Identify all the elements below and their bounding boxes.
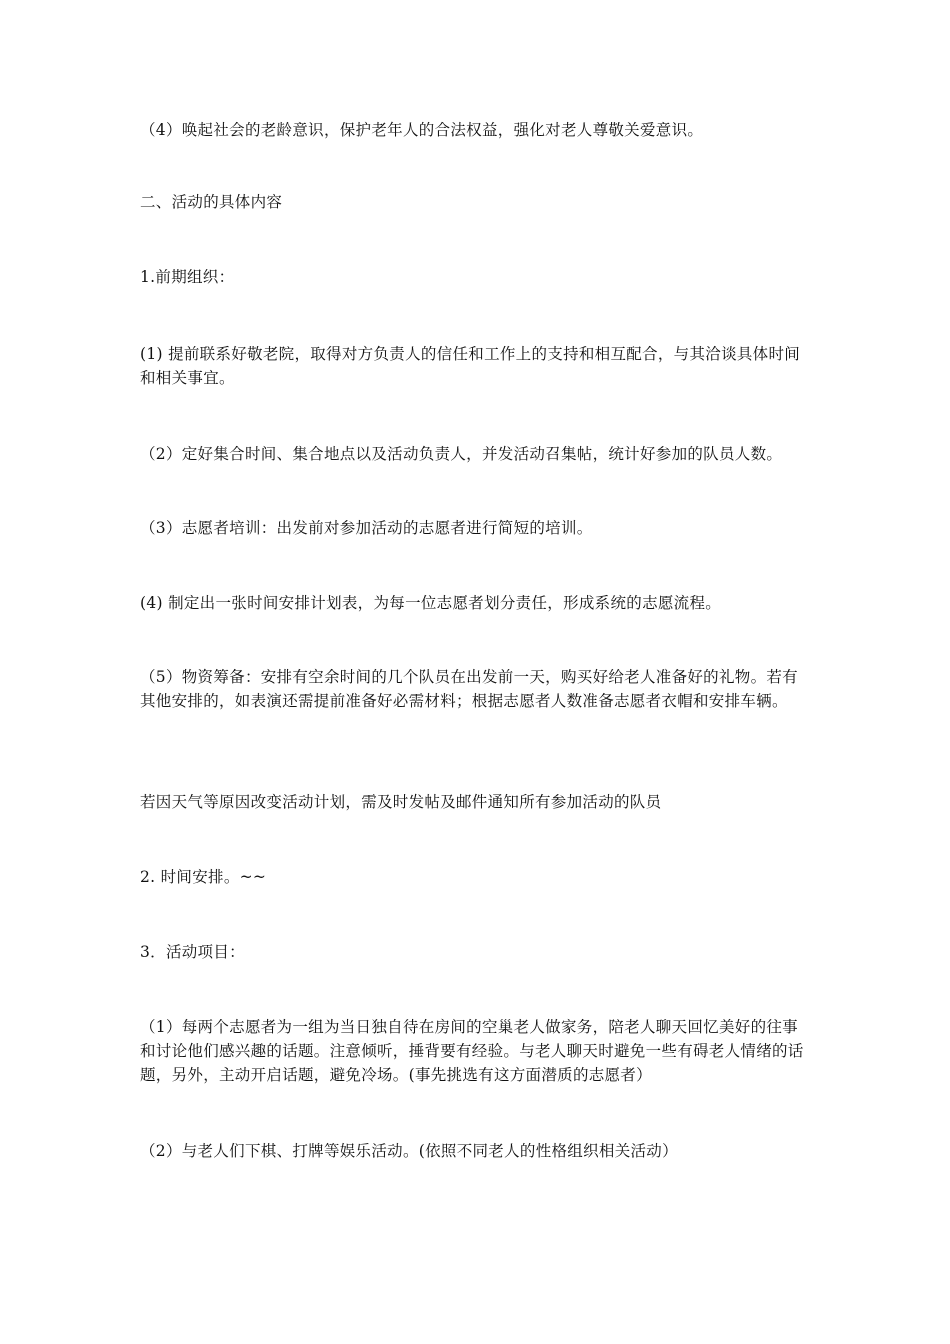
paragraph-item-2: （2）与老人们下棋、打牌等娱乐活动。(依照不同老人的性格组织相关活动） (140, 1142, 678, 1160)
paragraph-prep-2: （2）定好集合时间、集合地点以及活动负责人，并发活动召集帖，统计好参加的队员人数。 (140, 445, 783, 463)
subheading-activity-items: 3．活动项目： (140, 943, 245, 961)
paragraph-prep-3: （3）志愿者培训：出发前对参加活动的志愿者进行简短的培训。 (140, 519, 593, 537)
paragraph-item-1: （1）每两个志愿者为一组为当日独自待在房间的空巢老人做家务，陪老人聊天回忆美好的往事和讨论他们感兴趣的话题。注意倾听，捶背要有经验。与老人聊天时避免一些有碍老人情绪的话题，另外，主动开启话题，避免冷场。(事先挑选有这方面潜质的志愿者） (140, 1018, 804, 1084)
subheading-schedule: 2. 时间安排。~~ (140, 868, 267, 886)
paragraph-goal-4: （4）唤起社会的老龄意识，保护老年人的合法权益，强化对老人尊敬关爱意识。 (140, 121, 704, 139)
section-heading-activity-content: 二、活动的具体内容 (140, 193, 283, 211)
paragraph-weather-note: 若因天气等原因改变活动计划，需及时发帖及邮件通知所有参加活动的队员 (140, 793, 662, 811)
paragraph-prep-4: (4) 制定出一张时间安排计划表，为每一位志愿者划分责任，形成系统的志愿流程。 (140, 594, 722, 612)
paragraph-prep-5: （5）物资筹备：安排有空余时间的几个队员在出发前一天，购买好给老人准备好的礼物。若有其他安排的，如表演还需提前准备好必需材料；根据志愿者人数准备志愿者衣帽和安排车辆。 (140, 668, 798, 710)
subheading-preparation: 1.前期组织： (140, 268, 235, 286)
paragraph-prep-1: (1) 提前联系好敬老院，取得对方负责人的信任和工作上的支持和相互配合，与其洽谈具体时间和相关事宜。 (140, 345, 801, 387)
